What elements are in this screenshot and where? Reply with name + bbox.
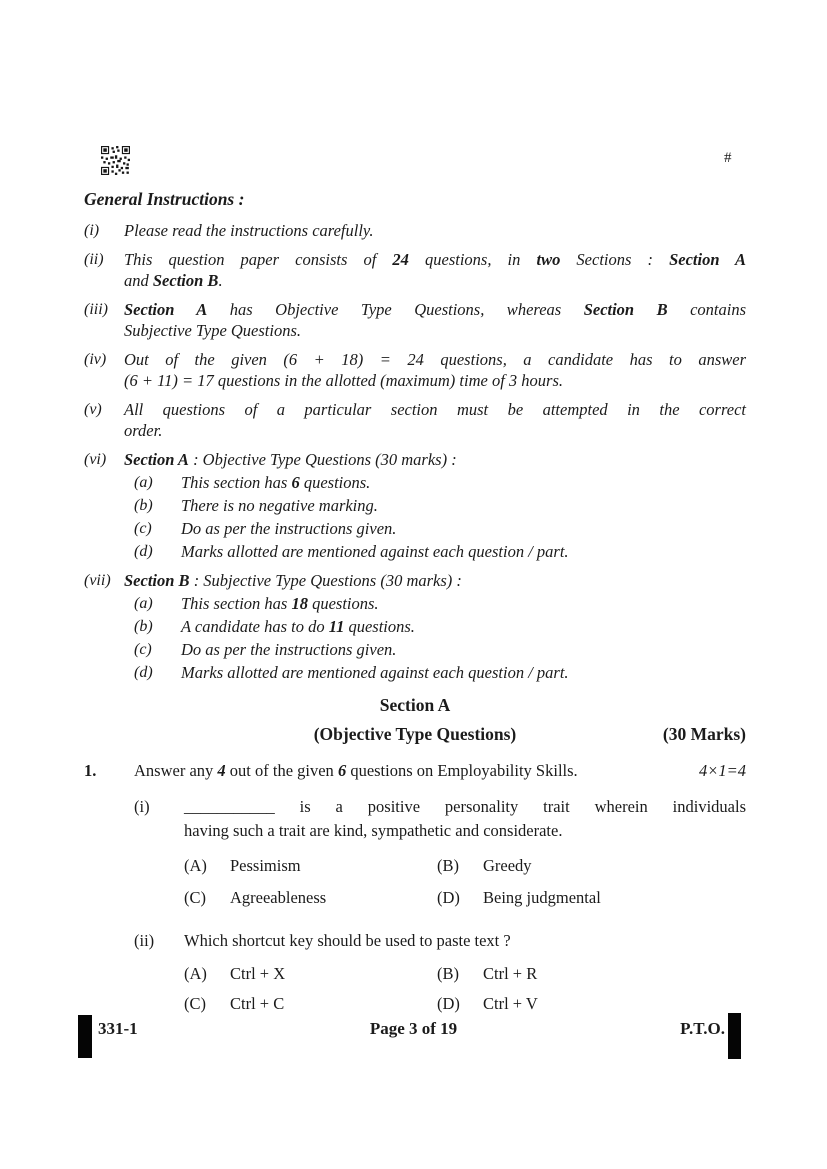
instruction-text: Please read the instructions carefully. bbox=[124, 221, 374, 240]
instruction-item-vii bbox=[84, 570, 746, 591]
sub-item-b bbox=[134, 495, 746, 516]
part-text: having such a trait are kind, sympathetic and considerate. bbox=[184, 821, 563, 840]
sub-item-d bbox=[134, 541, 746, 562]
instruction-text: Section A has Objective Type Questions, whereas Section B contains bbox=[124, 300, 746, 319]
option-b bbox=[437, 963, 537, 985]
item-marker: (ii) bbox=[84, 251, 104, 268]
option-label: (B) bbox=[437, 856, 459, 875]
option-label: (B) bbox=[437, 964, 459, 983]
instruction-item-i bbox=[84, 220, 746, 241]
sub-item-b bbox=[134, 616, 746, 637]
sub-item-c bbox=[134, 639, 746, 660]
question-1 bbox=[84, 760, 746, 782]
option-a bbox=[184, 963, 437, 985]
option-label: (D) bbox=[437, 994, 460, 1013]
section-a-title: Section A bbox=[379, 695, 451, 715]
hash-mark: # bbox=[724, 150, 732, 166]
sub-text: Marks allotted are mentioned against each question / part. bbox=[181, 542, 569, 561]
sub-marker: (b) bbox=[134, 497, 153, 514]
option-text: Ctrl + C bbox=[230, 994, 285, 1013]
sub-item-d bbox=[134, 662, 746, 683]
option-label: (C) bbox=[184, 888, 206, 907]
section-a-subtitle: (Objective Type Questions) bbox=[313, 724, 517, 744]
item-marker: (i) bbox=[84, 222, 100, 239]
option-text: Ctrl + V bbox=[483, 994, 538, 1013]
sub-text: Do as per the instructions given. bbox=[181, 640, 397, 659]
paper-code: 331-1 bbox=[98, 1019, 138, 1038]
instruction-text: Section A : Objective Type Questions (30 marks) : bbox=[124, 450, 457, 469]
part-marker: (i) bbox=[134, 797, 150, 816]
question-1-part-ii bbox=[134, 929, 746, 1015]
instruction-vi-sublist bbox=[134, 472, 746, 562]
instruction-item-iv bbox=[84, 349, 746, 391]
instruction-item-iii bbox=[84, 299, 746, 341]
option-text: Pessimism bbox=[230, 856, 301, 875]
instruction-vii-sublist bbox=[134, 593, 746, 683]
options-row bbox=[184, 855, 746, 877]
instruction-text: and Section B. bbox=[124, 271, 223, 290]
option-text: Being judgmental bbox=[483, 888, 601, 907]
part-text: Which shortcut key should be used to paste text ? bbox=[184, 931, 511, 950]
option-text: Ctrl + R bbox=[483, 964, 538, 983]
sub-marker: (c) bbox=[134, 641, 152, 658]
option-c bbox=[184, 887, 437, 909]
sub-text: There is no negative marking. bbox=[181, 496, 378, 515]
option-label: (C) bbox=[184, 994, 206, 1013]
sub-marker: (a) bbox=[134, 474, 153, 491]
item-marker: (vii) bbox=[84, 572, 111, 589]
instruction-text: (6 + 11) = 17 questions in the allotted (maximum) time of 3 hours. bbox=[124, 371, 563, 390]
sub-marker: (b) bbox=[134, 618, 153, 635]
general-instructions-heading: General Instructions : bbox=[84, 189, 245, 209]
option-d bbox=[437, 887, 601, 909]
item-marker: (v) bbox=[84, 401, 102, 418]
sub-marker: (d) bbox=[134, 664, 153, 681]
sub-text: Marks allotted are mentioned against each question / part. bbox=[181, 663, 569, 682]
sub-item-c bbox=[134, 518, 746, 539]
instruction-text: order. bbox=[124, 421, 163, 440]
item-marker: (iii) bbox=[84, 301, 108, 318]
sub-text: Do as per the instructions given. bbox=[181, 519, 397, 538]
sub-text: A candidate has to do 11 questions. bbox=[181, 617, 415, 636]
options-row bbox=[184, 963, 746, 985]
option-text: Agreeableness bbox=[230, 888, 327, 907]
part-text: ___________ is a positive personality trait wherein individuals bbox=[184, 797, 746, 816]
option-a bbox=[184, 855, 437, 877]
part-marker: (ii) bbox=[134, 931, 155, 950]
sub-item-a bbox=[134, 593, 746, 614]
option-d bbox=[437, 993, 538, 1015]
option-text: Ctrl + X bbox=[230, 964, 286, 983]
section-a-subtitle-row bbox=[84, 724, 746, 744]
question-text: Answer any 4 out of the given 6 questions on Employability Skills. bbox=[134, 761, 578, 780]
instruction-text: Section B : Subjective Type Questions (30 marks) : bbox=[124, 571, 462, 590]
instruction-text: Subjective Type Questions. bbox=[124, 321, 302, 340]
sub-text: This section has 18 questions. bbox=[181, 594, 379, 613]
sub-item-a bbox=[134, 472, 746, 493]
question-1-part-i bbox=[134, 795, 746, 909]
page-body bbox=[84, 145, 746, 1015]
options-row bbox=[184, 887, 746, 909]
footer-right-bar bbox=[728, 1013, 741, 1059]
instruction-text: All questions of a particular section must be attempted in the correct bbox=[124, 400, 746, 419]
question-marks: 4×1=4 bbox=[698, 761, 746, 780]
sub-marker: (a) bbox=[134, 595, 153, 612]
pto-label: P.T.O. bbox=[680, 1019, 725, 1038]
instruction-item-vi bbox=[84, 449, 746, 470]
option-label: (D) bbox=[437, 888, 460, 907]
sub-text: This section has 6 questions. bbox=[181, 473, 371, 492]
item-marker: (vi) bbox=[84, 451, 107, 468]
options-row bbox=[184, 993, 746, 1015]
sub-marker: (c) bbox=[134, 520, 152, 537]
section-a-marks: (30 Marks) bbox=[662, 724, 746, 744]
page-indicator: Page 3 of 19 bbox=[369, 1019, 458, 1038]
item-marker: (iv) bbox=[84, 351, 107, 368]
instruction-item-v bbox=[84, 399, 746, 441]
instruction-text: This question paper consists of 24 questions, in two Sections : Section A bbox=[124, 250, 746, 269]
question-number: 1. bbox=[84, 761, 97, 780]
option-text: Greedy bbox=[483, 856, 532, 875]
option-c bbox=[184, 993, 437, 1015]
instruction-text: Out of the given (6 + 18) = 24 questions, a candidate has to answer bbox=[124, 350, 746, 369]
instruction-item-ii bbox=[84, 249, 746, 291]
option-b bbox=[437, 855, 532, 877]
option-label: (A) bbox=[184, 964, 207, 983]
sub-marker: (d) bbox=[134, 543, 153, 560]
option-label: (A) bbox=[184, 856, 207, 875]
